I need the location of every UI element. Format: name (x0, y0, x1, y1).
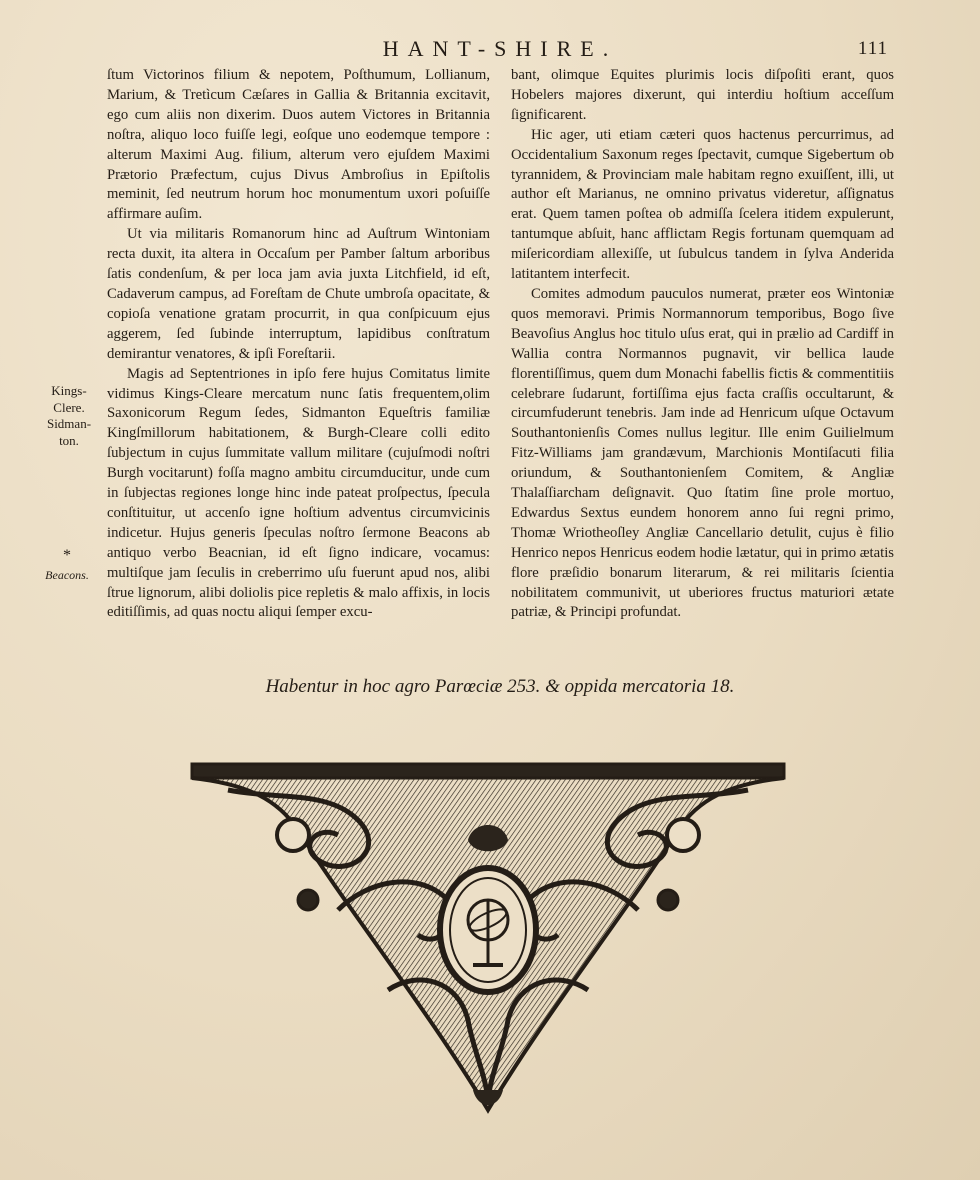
paragraph: Comites admodum pauculos numerat, præter eos Wintoniæ quos memoravi. Primis Normannorum temporibus, Bogo ſive Beavoſius Anglus hoc titulo uſus erat, qui in prælio ad Cardiff in Wallia contra Normannos pugnavit, vir bellica laude florentiſſimus, quem dum Monachi fabellis fictis & commentitiis celebrare ſudarunt, fortiſſima ejus facta craſſis occultarunt, & circumfuderunt tenebris. Jam inde ad Henricum uſque Octavum Southantonienſis Comes nullus legitur. Ille enim Guilielmum Fitz-Williams jam grandævum, Marchionis Montiſacuti filia oriundum, & Southantonienſem Comitem, & Angliæ Thalaſſiarcham deſignavit. Quo ſtatim ſine prole mortuo, Edwardus Sextus eundem honorem anno ſui regni primo, Thomæ Wriotheoſley Angliæ Cancellario detulit, cujus è filio Henrico nepos Henricus eodem hodie lætatur, qui in primo ætatis flore præſidio bonarum literarum, & rei militaris ſcientia nobilitatem communivit, ut uberiores fructus maturiori ætate patriæ, & Principi profundat. (511, 285, 894, 621)
margin-note-line: Clere. (53, 399, 85, 415)
paragraph: ſtum Victorinos filium & nepotem, Poſthumum, Lollianum, Marium, & Tretìcum Cæſares in Gallia & Britannia excitavit, ego cum aliis non dixerim. Duos autem Victores in Britannia noſtra, aliquo loco fuiſſe legi, eoſque uno eodemque tempore : alterum Maximi Aug. filium, alterum vero ejuſdem Maximi Prætorio Præfectum, cujus Divus Ambroſius in Epiſtolis meminit, ſed neutrum horum hoc monumentum uxori poſuiſſe affirmare auſim. (107, 67, 490, 223)
paragraph: Magis ad Septentriones in ipſo fere hujus Comitatus limite vidimus Kings-Cleare mercatum nunc ſatis frequentem,olim Saxonicorum Regum ſedes, Sidmanton Equeſtris familiæ Kingſmillorum habitationem, & Burgh-Cleare colli edito ſubjectum in cujus ſummitate vallum militare (cujuſmodi noſtri Burgh vocitarunt) foſſa magno ambitu circumducitur, unde cum in ſubjectas regiones longe hinc inde pateat proſpectus, ſpecula conſtituitur, ut accenſo igne hoſtium adventus circumvicinis indicetur. Hujus generis ſpeculas noſtro ſermone Beacons ab antiquo verbo Beacnian, id eſt ſigno indicare, vocamus: multiſque jam ſeculis in creberrimo uſu fuerunt apud nos, alibi ſtrue lignorum, alibi doliolis pice repletis & malo affixis, in locis editiſſimis, ad quas noctu aliqui ſemper excu- (107, 365, 490, 621)
paragraph: Hic ager, uti etiam cæteri quos hactenus percurrimus, ad Occidentalium Saxonum reges ſpectavit, cumque Sigebertum ob tyrannidem, & Provinciam male habitam regno exuiſſent, illi, ut author eſt Marianus, ne omnino privatus videretur, aſſignatus erat. Quem tamen poſtea ob admiſſa ſcelera itidem expulerunt, tantumque abſuit, hanc afflictam Regis fortunam quemquam ad miſericordiam allexiſſe, ut ſubulcus tandem in ſylva Anderida latitantem interfecit. (511, 126, 894, 283)
running-head: HANT-SHIRE. (382, 36, 618, 61)
margin-note-line: Beacons. (45, 567, 89, 582)
margin-note-line: Sidman- (46, 416, 92, 431)
woodcut-tailpiece-ornament (188, 760, 788, 1120)
asterisk-mark: * (63, 547, 71, 564)
parish-summary: Habentur in hoc agro Parœciæ 253. & oppida mercatoria 18. (265, 676, 735, 697)
margin-note-line: ton. (59, 432, 79, 448)
left-column (107, 66, 490, 623)
margin-note-beacons (36, 548, 98, 583)
right-column (511, 66, 894, 623)
paragraph: Ut via militaris Romanorum hinc ad Auſtrum Wintoniam recta duxit, ita altera in Occaſum per Pamber ſaltum arboribus ſatis condenſum, & per loca jam avia juxta Litchfield, id eſt, Cadaverum campus, ad Foreſtam de Chute umbroſa opacitate, & copioſa venatione gratam procurrit, in qua conſpicuum ejus aggerem, ſed ſubinde interruptum, lapidibus conſtratum demirantur venatores, & ipſi Foreſtarii. (107, 226, 490, 362)
armillary-sphere-cartouche (440, 868, 536, 992)
margin-note-kings-clere (38, 383, 100, 449)
page-number: 111 (857, 38, 888, 59)
margin-note-line: Kings- (51, 383, 87, 398)
paragraph: bant, olimque Equites plurimis locis diſpoſiti erant, quos Hobelers majores dixerunt, qui interdiu hoſtium acceſſum ſignificarent. (511, 67, 894, 123)
